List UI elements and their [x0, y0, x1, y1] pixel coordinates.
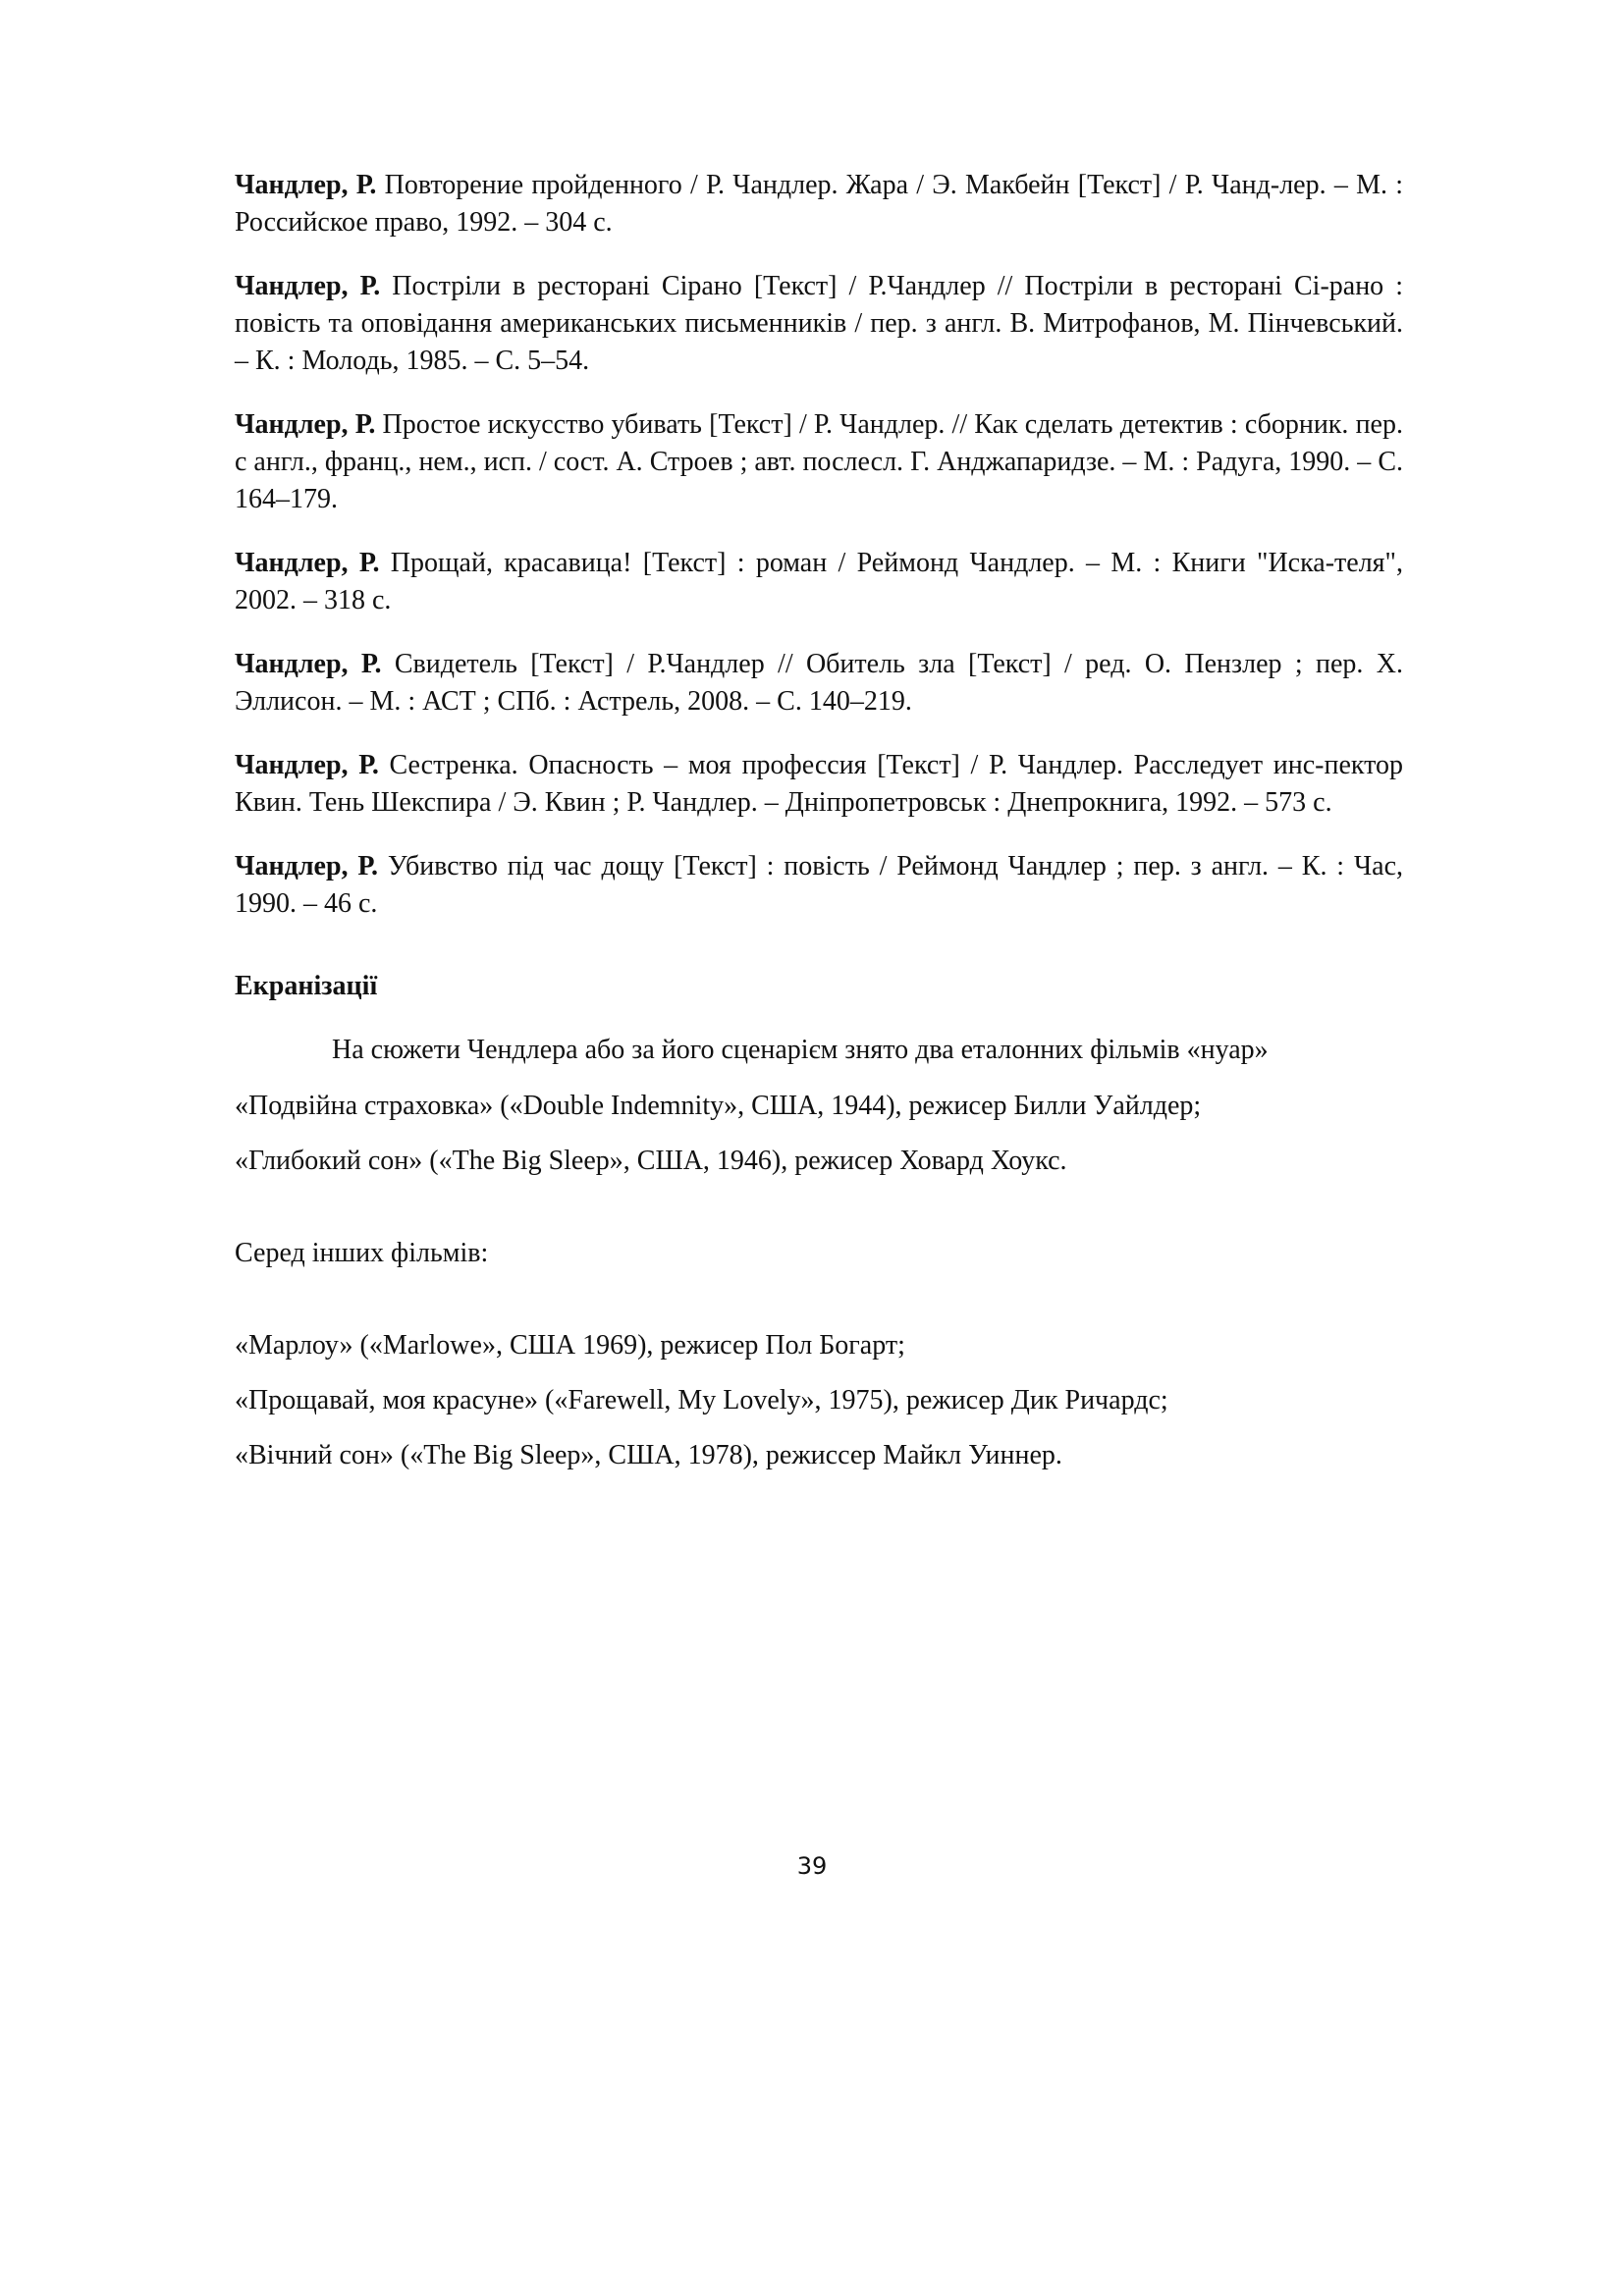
- entry-text: Сестренка. Опасность – моя профессия [Текст] / Р. Чандлер. Расследует инс-пектор Квин. Тень Шекспира / Э. Квин ; Р. Чандлер. – Дніпропетровськ : Днепрокнига, 1992. – 573 с.: [235, 750, 1403, 818]
- bibliography-entry: [235, 545, 1403, 619]
- entry-text: Прощай, красавица! [Текст] : роман / Реймонд Чандлер. – М. : Книги "Иска-теля", 2002. – 318 с.: [235, 548, 1403, 615]
- film-line: «Глибокий сон» («The Big Sleep», США, 1946), режисер Ховард Хоукс.: [235, 1146, 1067, 1176]
- film-line: «Вічний сон» («The Big Sleep», США, 1978), режиссер Майкл Уиннер.: [235, 1440, 1062, 1470]
- bibliography-entry: [235, 848, 1403, 923]
- entry-text: Простое искусство убивать [Текст] / Р. Чандлер. // Как сделать детектив : сборник. пер. с англ., франц., нем., исп. / сост. А. Строев ; авт. послесл. Г. Анджапаридзе. – М. : Радуга, 1990. – С. 164–179.: [235, 409, 1403, 514]
- entry-author: Чандлер, Р.: [235, 548, 380, 578]
- bibliography-entry: [235, 268, 1403, 380]
- entry-author: Чандлер, Р.: [235, 750, 379, 780]
- page-number: 39: [796, 1852, 828, 1880]
- bibliography-entry: [235, 747, 1403, 822]
- bibliography-entry: [235, 167, 1403, 241]
- entry-text: Свидетель [Текст] / Р.Чандлер // Обитель зла [Текст] / ред. О. Пензлер ; пер. Х. Эллисон. – М. : АСТ ; СПб. : Астрель, 2008. – С. 140–219.: [235, 649, 1403, 717]
- entry-author: Чандлер, Р.: [235, 851, 379, 881]
- entry-author: Чандлер, Р.: [235, 170, 377, 200]
- entry-text: Повторение пройденного / Р. Чандлер. Жара / Э. Макбейн [Текст] / Р. Чанд-лер. – М. : Российское право, 1992. – 304 с.: [235, 170, 1403, 238]
- bibliography-entry: [235, 646, 1403, 721]
- film-line: «Марлоу» («Marlowe», США 1969), режисер Пол Богарт;: [235, 1330, 905, 1361]
- page-content: [235, 167, 1403, 1474]
- entry-text: Постріли в ресторані Сірано [Текст] / Р.Чандлер // Постріли в ресторані Сі-рано : повість та оповідання американських письменників / пер. з англ. В. Митрофанов, М. Пінчевський. – К. : Молодь, 1985. – С. 5–54.: [235, 271, 1403, 376]
- film-line: «Подвійна страховка» («Double Indemnity», США, 1944), режисер Билли Уайлдер;: [235, 1091, 1202, 1121]
- bibliography-list: [235, 167, 1403, 923]
- entry-text: Убивство під час дощу [Текст] : повість / Реймонд Чандлер ; пер. з англ. – К. : Час, 1990. – 46 с.: [235, 851, 1403, 919]
- other-films-label: Серед інших фільмів:: [235, 1238, 489, 1268]
- entry-author: Чандлер, Р.: [235, 649, 382, 679]
- film-line: «Прощавай, моя красуне» («Farewell, My Lovely», 1975), режисер Дик Ричардс;: [235, 1385, 1168, 1415]
- entry-author: Чандлер, Р.: [235, 409, 376, 440]
- adaptations-section: [235, 968, 1403, 1474]
- bibliography-entry: [235, 406, 1403, 518]
- entry-author: Чандлер, Р.: [235, 271, 381, 301]
- section-heading: Екранізації: [235, 971, 378, 1001]
- adaptations-intro: На сюжети Чендлера або за його сценарієм знято два еталонних фільмів «нуар»: [332, 1035, 1269, 1065]
